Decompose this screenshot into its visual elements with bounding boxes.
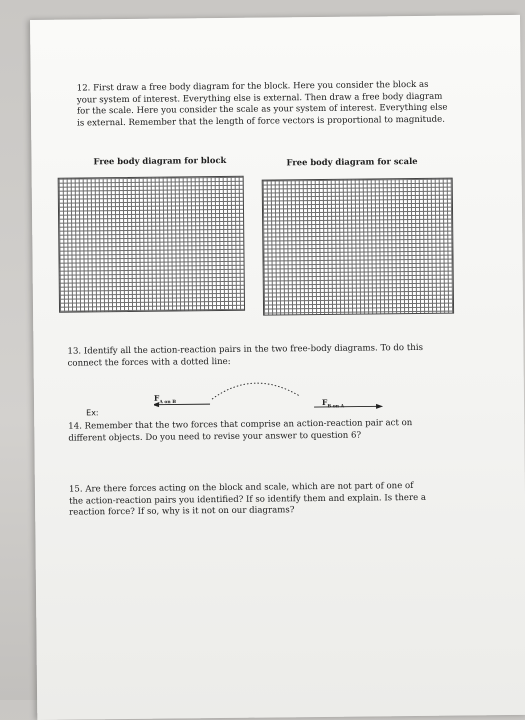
dotted-pair-connector [212,383,300,399]
question-15-text: Are there forces acting on the block and scale, which are not part of one of the action-reaction pairs you identified? If so identify them and explain. Is there a reaction force? If so, why is it not on our diagrams? [68,481,427,518]
example-label: Ex: [86,408,99,418]
question-15 [69,481,429,519]
worksheet-page [30,15,525,720]
action-reaction-example-diagram [154,371,394,414]
question-13-number: 13. [67,346,82,357]
question-13-text: Identify all the action-reaction pairs in the two free-body diagrams. To do this connect the forces with a dotted line: [67,342,424,369]
scale-diagram-grid[interactable] [262,178,454,316]
heading-block-diagram: Free body diagram for block [93,154,227,167]
force-a-on-b-arrow [154,404,210,405]
question-14-text: Remember that the two forces that comprise an action-reaction pair act on different objects. Do you need to revise your answer to question 6? [68,418,413,444]
block-diagram-grid[interactable] [58,176,245,313]
question-15-number: 15. [68,484,83,495]
question-13 [67,343,427,370]
question-12-text: First draw a free body diagram for the block. Here you consider the block as your system of interest. Everything else is external. Then draw a free body diagram for the scale. Here you consider the scale as your system of interest. Everything else is external. Remember that the length of force vectors is proportional to magnitude. [76,79,448,129]
force-a-on-b-label: $F_{A on B}$ [153,393,177,406]
heading-scale-diagram: Free body diagram for scale [286,155,418,168]
question-14-number: 14. [68,421,82,432]
question-12-number: 12. [76,83,91,94]
force-b-on-a-arrow [314,406,380,407]
question-14 [68,418,440,445]
arrowhead-right-icon [376,404,383,409]
arrowhead-left-icon [154,402,159,407]
question-12 [77,80,449,130]
force-b-on-a-label: $F_{B on A}$ [321,397,345,410]
